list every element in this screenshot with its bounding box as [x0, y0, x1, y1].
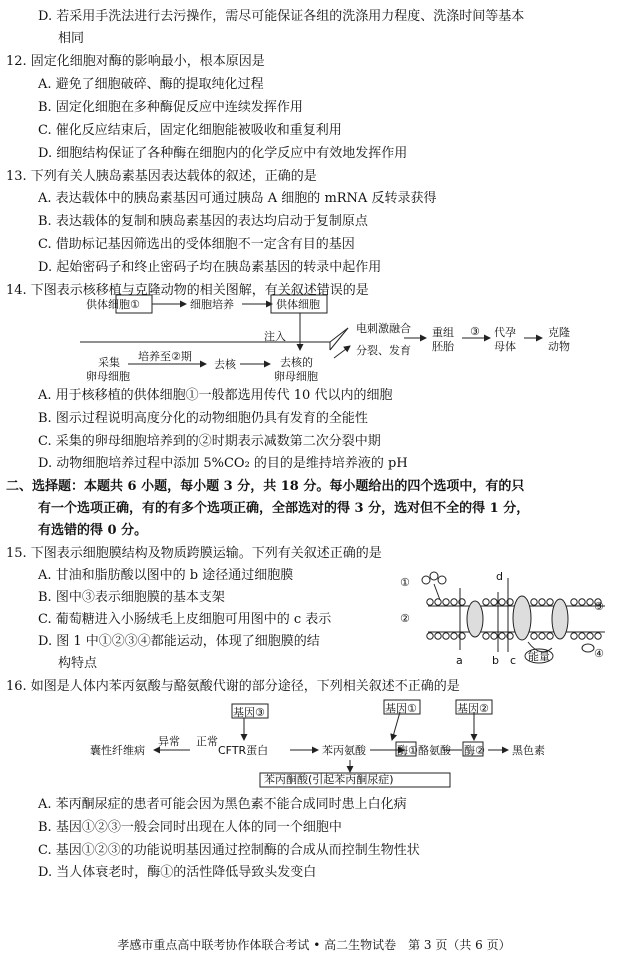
melanin: 黑色素: [512, 744, 545, 757]
step-3-label: ③: [470, 325, 480, 338]
q15-option-a: A. 甘油和脂肪酸以图中的 b 途径通过细胞膜: [38, 568, 294, 583]
q14-option-b: B. 图示过程说明高度分化的动物细胞仍具有发育的全能性: [38, 411, 368, 426]
q11-option-d-cont: 相同: [58, 31, 85, 46]
collect-label-2: 卵母细胞: [86, 370, 130, 383]
abnormal-label: 异常: [158, 735, 180, 748]
membrane-label-3: ③: [594, 600, 604, 613]
q14-option-c: C. 采集的卵母细胞培养到的②时期表示减数第二次分裂中期: [38, 434, 381, 449]
q16-option-c: C. 基因①②③的功能说明基因通过控制酶的合成从而控制生物性状: [38, 843, 420, 858]
stim-fusion-label: 电刺激融合: [356, 322, 411, 335]
q14-option-d: D. 动物细胞培养过程中添加 5%CO₂ 的目的是维持培养液的 pH: [38, 456, 408, 471]
q12-option-a: A. 避免了细胞破碎、酶的提取纯化过程: [38, 77, 264, 92]
q15-option-d-cont: 构特点: [58, 656, 98, 671]
energy-label: 能量: [528, 650, 550, 663]
culture-to-stage-2: 培养至②期: [138, 350, 192, 363]
q16-option-b: B. 基因①②③一般会同时出现在人体的同一个细胞中: [38, 820, 342, 835]
phenylpyruvic-acid: 苯丙酮酸(引起苯丙酮尿症): [264, 773, 394, 786]
membrane-label-b: b: [492, 654, 499, 667]
q15-option-c: C. 葡萄糖进入小肠绒毛上皮细胞可用图中的 c 表示: [38, 612, 332, 627]
q13-stem: 13. 下列有关人胰岛素基因表达载体的叙述，正确的是: [6, 169, 317, 184]
section2-line3: 有选错的得 0 分。: [38, 523, 148, 538]
enucleated-egg-2: 卵母细胞: [274, 370, 318, 383]
cell-culture: 细胞培养: [190, 298, 234, 311]
recomb-embryo-1: 重组: [432, 326, 454, 339]
q15-option-d: D. 图 1 中①②③④都能运动，体现了细胞膜的结: [38, 634, 320, 649]
membrane-label-2: ②: [400, 612, 410, 625]
membrane-label-c: c: [510, 654, 517, 667]
donor-cell-2: 供体细胞: [276, 298, 320, 311]
section2-line2: 有一个选项正确，有的有多个选项正确，全部选对的得 3 分，选对但不全的得 1 分，: [38, 501, 530, 516]
phenylalanine: 苯丙氨酸: [322, 744, 366, 757]
cystic-fibrosis: 囊性纤维病: [90, 744, 145, 757]
q16-option-d: D. 当人体衰老时，酶①的活性降低导致头发变白: [38, 865, 317, 880]
q13-option-a: A. 表达载体中的胰岛素基因可通过胰岛 A 细胞的 mRNA 反转录获得: [38, 191, 437, 206]
gene-1: 基因①: [385, 702, 417, 715]
q13-option-c: C. 借助标记基因筛选出的受体细胞不一定含有目的基因: [38, 237, 355, 252]
enzyme-2: 酶②: [464, 744, 485, 757]
q15-stem: 15. 下图表示细胞膜结构及物质跨膜运输。下列有关叙述正确的是: [6, 546, 382, 561]
collect-label-1: 采集: [98, 356, 120, 369]
q16-option-a: A. 苯丙酮尿症的患者可能会因为黑色素不能合成同时患上白化病: [38, 797, 407, 812]
surrogate-2: 母体: [494, 340, 516, 353]
q14-option-a: A. 用于核移植的供体细胞①一般都选用传代 10 代以内的细胞: [38, 388, 393, 403]
gene-3: 基因③: [233, 706, 265, 719]
q13-option-d: D. 起始密码子和终止密码子均在胰岛素基因的转录中起作用: [38, 260, 382, 275]
enucleate-label: 去核: [214, 358, 236, 371]
section2-line1: 二、选择题：本题共 6 小题，每小题 3 分，共 18 分。每小题给出的四个选项中，有的只: [6, 479, 525, 494]
enzyme-1: 酶①: [397, 744, 418, 757]
q13-option-b: B. 表达载体的复制和胰岛素基因的表达均启动于复制原点: [38, 214, 368, 229]
q12-option-c: C. 催化反应结束后，固定化细胞能被吸收和重复利用: [38, 123, 342, 138]
q14-stem: 14. 下图表示核移植与克隆动物的相关图解，有关叙述错误的是: [6, 283, 369, 298]
q12-stem: 12. 固定化细胞对酶的影响最小，根本原因是: [6, 54, 265, 69]
membrane-label-d: d: [496, 570, 503, 583]
clone-animal-2: 动物: [548, 340, 570, 353]
page-footer: 孝感市重点高中联考协作体联合考试 • 高二生物试卷 第 3 页（共 6 页）: [117, 938, 511, 952]
enucleated-egg-1: 去核的: [280, 356, 313, 369]
q12-option-b: B. 固定化细胞在多种酶促反应中连续发挥作用: [38, 100, 303, 115]
surrogate-1: 代孕: [494, 326, 516, 339]
cftr-protein: CFTR蛋白: [218, 744, 269, 757]
donor-cell-1: 供体细胞①: [86, 298, 140, 311]
membrane-label-a: a: [456, 654, 463, 667]
q11-option-d: D. 若采用手洗法进行去污操作，需尽可能保证各组的洗涤用力程度、洗涤时间等基本: [38, 9, 525, 24]
inject-label: 注入: [264, 330, 286, 343]
recomb-embryo-2: 胚胎: [432, 340, 454, 353]
membrane-label-1: ①: [400, 576, 410, 589]
normal-label: 正常: [196, 735, 218, 748]
tyrosine: 酪氨酸: [418, 744, 451, 757]
clone-animal-1: 克隆: [548, 326, 570, 339]
q15-option-b: B. 图中③表示细胞膜的基本支架: [38, 590, 225, 605]
q12-option-d: D. 细胞结构保证了各种酶在细胞内的化学反应中有效地发挥作用: [38, 146, 408, 161]
q16-stem: 16. 如图是人体内苯丙氨酸与酪氨酸代谢的部分途径，下列相关叙述不正确的是: [6, 679, 460, 694]
divide-develop-label: 分裂、发育: [356, 344, 411, 357]
gene-2: 基因②: [457, 702, 489, 715]
membrane-label-4: ④: [594, 647, 604, 660]
